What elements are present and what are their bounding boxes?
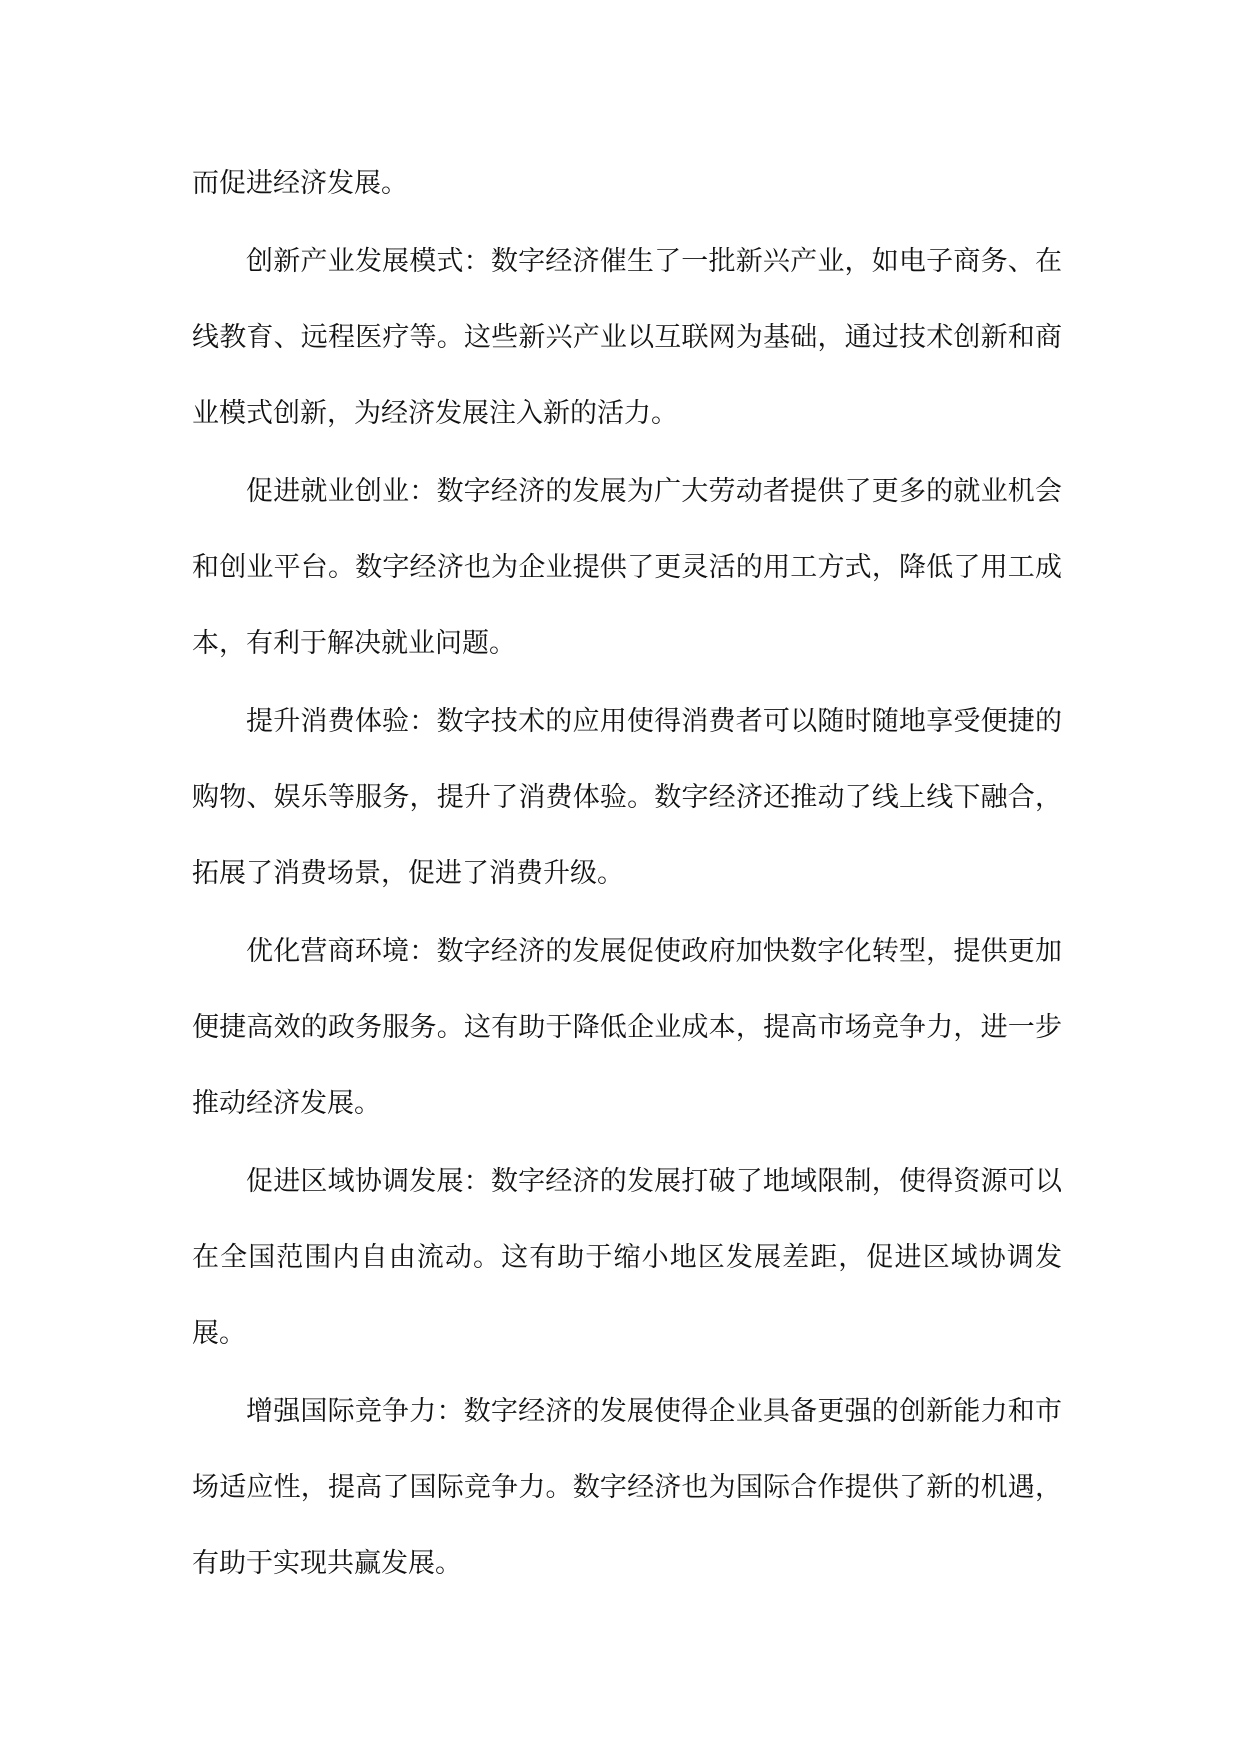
paragraph-business-environment: 优化营商环境：数字经济的发展促使政府加快数字化转型，提供更加便捷高效的政务服务。这有助于降低企业成本，提高市场竞争力，进一步推动经济发展。	[192, 936, 1062, 1119]
paragraph-continuation: 而促进经济发展。	[192, 168, 408, 199]
paragraph-innovate-industry-model: 创新产业发展模式：数字经济催生了一批新兴产业，如电子商务、在线教育、远程医疗等。这些新兴产业以互联网为基础，通过技术创新和商业模式创新，为经济发展注入新的活力。	[192, 246, 1062, 429]
document-body	[192, 146, 1062, 1604]
paragraph-promote-employment: 促进就业创业：数字经济的发展为广大劳动者提供了更多的就业机会和创业平台。数字经济也为企业提供了更灵活的用工方式，降低了用工成本，有利于解决就业问题。	[192, 476, 1062, 659]
paragraph-regional-development: 促进区域协调发展：数字经济的发展打破了地域限制，使得资源可以在全国范围内自由流动。这有助于缩小地区发展差距，促进区域协调发展。	[192, 1166, 1062, 1349]
paragraph-international-competitiveness: 增强国际竞争力：数字经济的发展使得企业具备更强的创新能力和市场适应性，提高了国际竞争力。数字经济也为国际合作提供了新的机遇，有助于实现共赢发展。	[192, 1396, 1062, 1579]
paragraph-consumer-experience: 提升消费体验：数字技术的应用使得消费者可以随时随地享受便捷的购物、娱乐等服务，提升了消费体验。数字经济还推动了线上线下融合，拓展了消费场景，促进了消费升级。	[192, 706, 1062, 889]
